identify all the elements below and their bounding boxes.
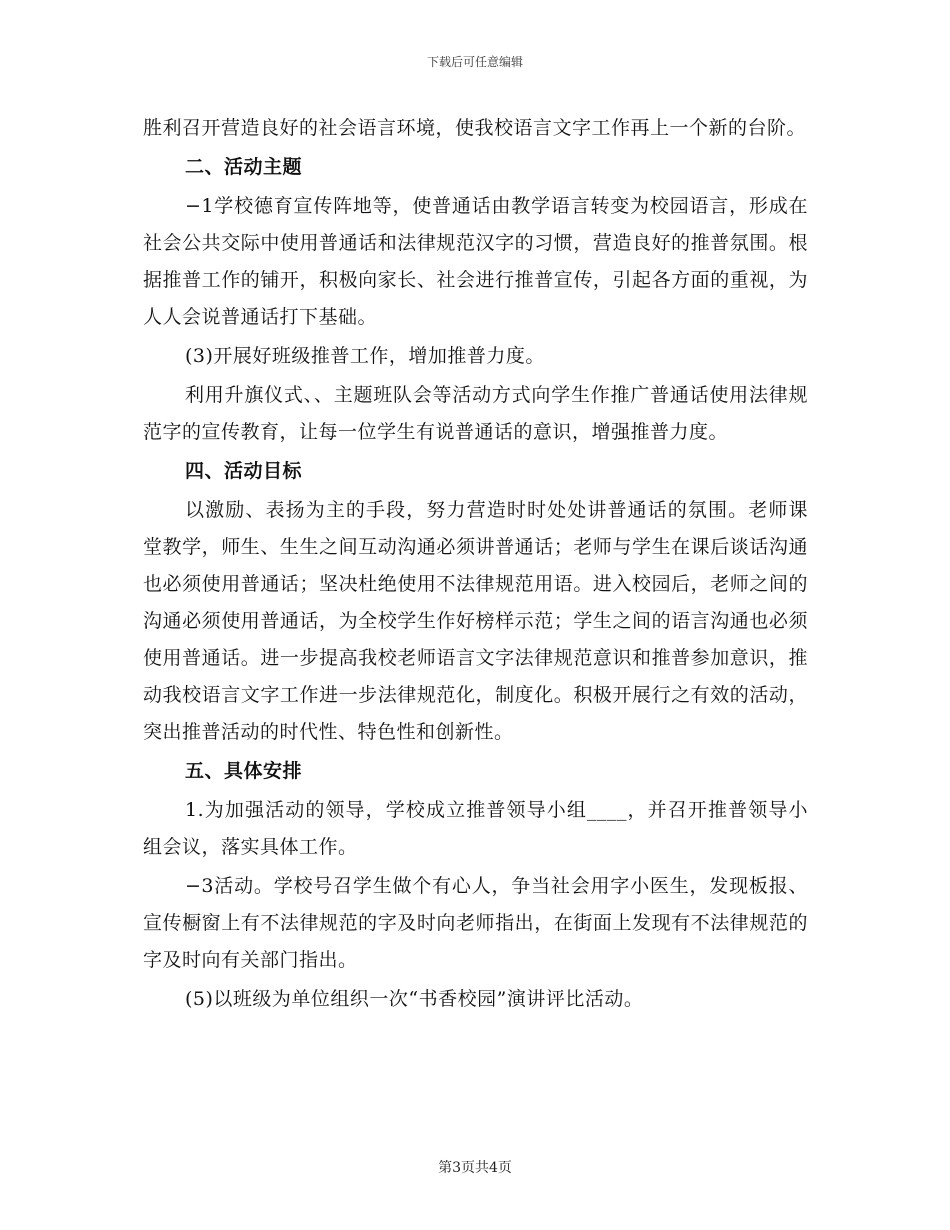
paragraph-flag-ceremony: 利用升旗仪式、、主题班队会等活动方式向学生作推广普通话使用法律规范字的宣传教育，让每一位学生有说普通话的意识，增强推普力度。: [143, 384, 808, 443]
page-number: 第3页共4页: [438, 1160, 512, 1176]
paragraph-goal-body: 以激励、表扬为主的手段，努力营造时时处处讲普通话的氛围。老师课堂教学，师生、生生之间互动沟通必须讲普通话；老师与学生在课后谈话沟通也必须使用普通话；坚决杜绝使用不法律规范用语。进入校园后，老师之间的沟通必须使用普通话，为全校学生作好榜样示范；学生之间的语言沟通也必须使用普通话。进一步提高我校老师语言文字法律规范意识和推普参加意识，推动我校语言文字工作进一步法律规范化，制度化。积极开展行之有效的活动，突出推普活动的时代性、特色性和创新性。: [143, 499, 808, 743]
heading-activity-goal: 四、活动目标: [185, 460, 303, 482]
heading-activity-theme: 二、活动主题: [185, 156, 303, 178]
paragraph-theme-body: −1学校德育宣传阵地等，使普通话由教学语言转变为校园语言，形成在社会公共交际中使用普通话和法律规范汉字的习惯，营造良好的推普氛围。根据推普工作的铺开，积极向家长、社会进行推普宣传，引起各方面的重视，为人人会说普通话打下基础。: [143, 195, 808, 328]
paragraph-arrangement-3: −3活动。学校号召学生做个有心人，争当社会用字小医生，发现板报、宣传橱窗上有不法律规范的字及时向老师指出，在街面上发现有不法律规范的字及时向有关部门指出。: [143, 875, 808, 971]
document-body: [143, 110, 808, 1020]
heading-specific-arrangement: 五、具体安排: [185, 760, 303, 782]
paragraph-class-work: (3)开展好班级推普工作，增加推普力度。: [185, 345, 545, 367]
page-header: 下载后可任意编辑: [426, 55, 523, 69]
paragraph-intro: 胜利召开营造良好的社会语言环境，使我校语言文字工作再上一个新的台阶。: [143, 117, 807, 139]
paragraph-arrangement-1: 1.为加强活动的领导，学校成立推普领导小组____，并召开推普领导小组会议，落实具体工作。: [143, 799, 808, 858]
paragraph-arrangement-5: (5)以班级为单位组织一次“书香校园”演讲评比活动。: [185, 988, 644, 1010]
